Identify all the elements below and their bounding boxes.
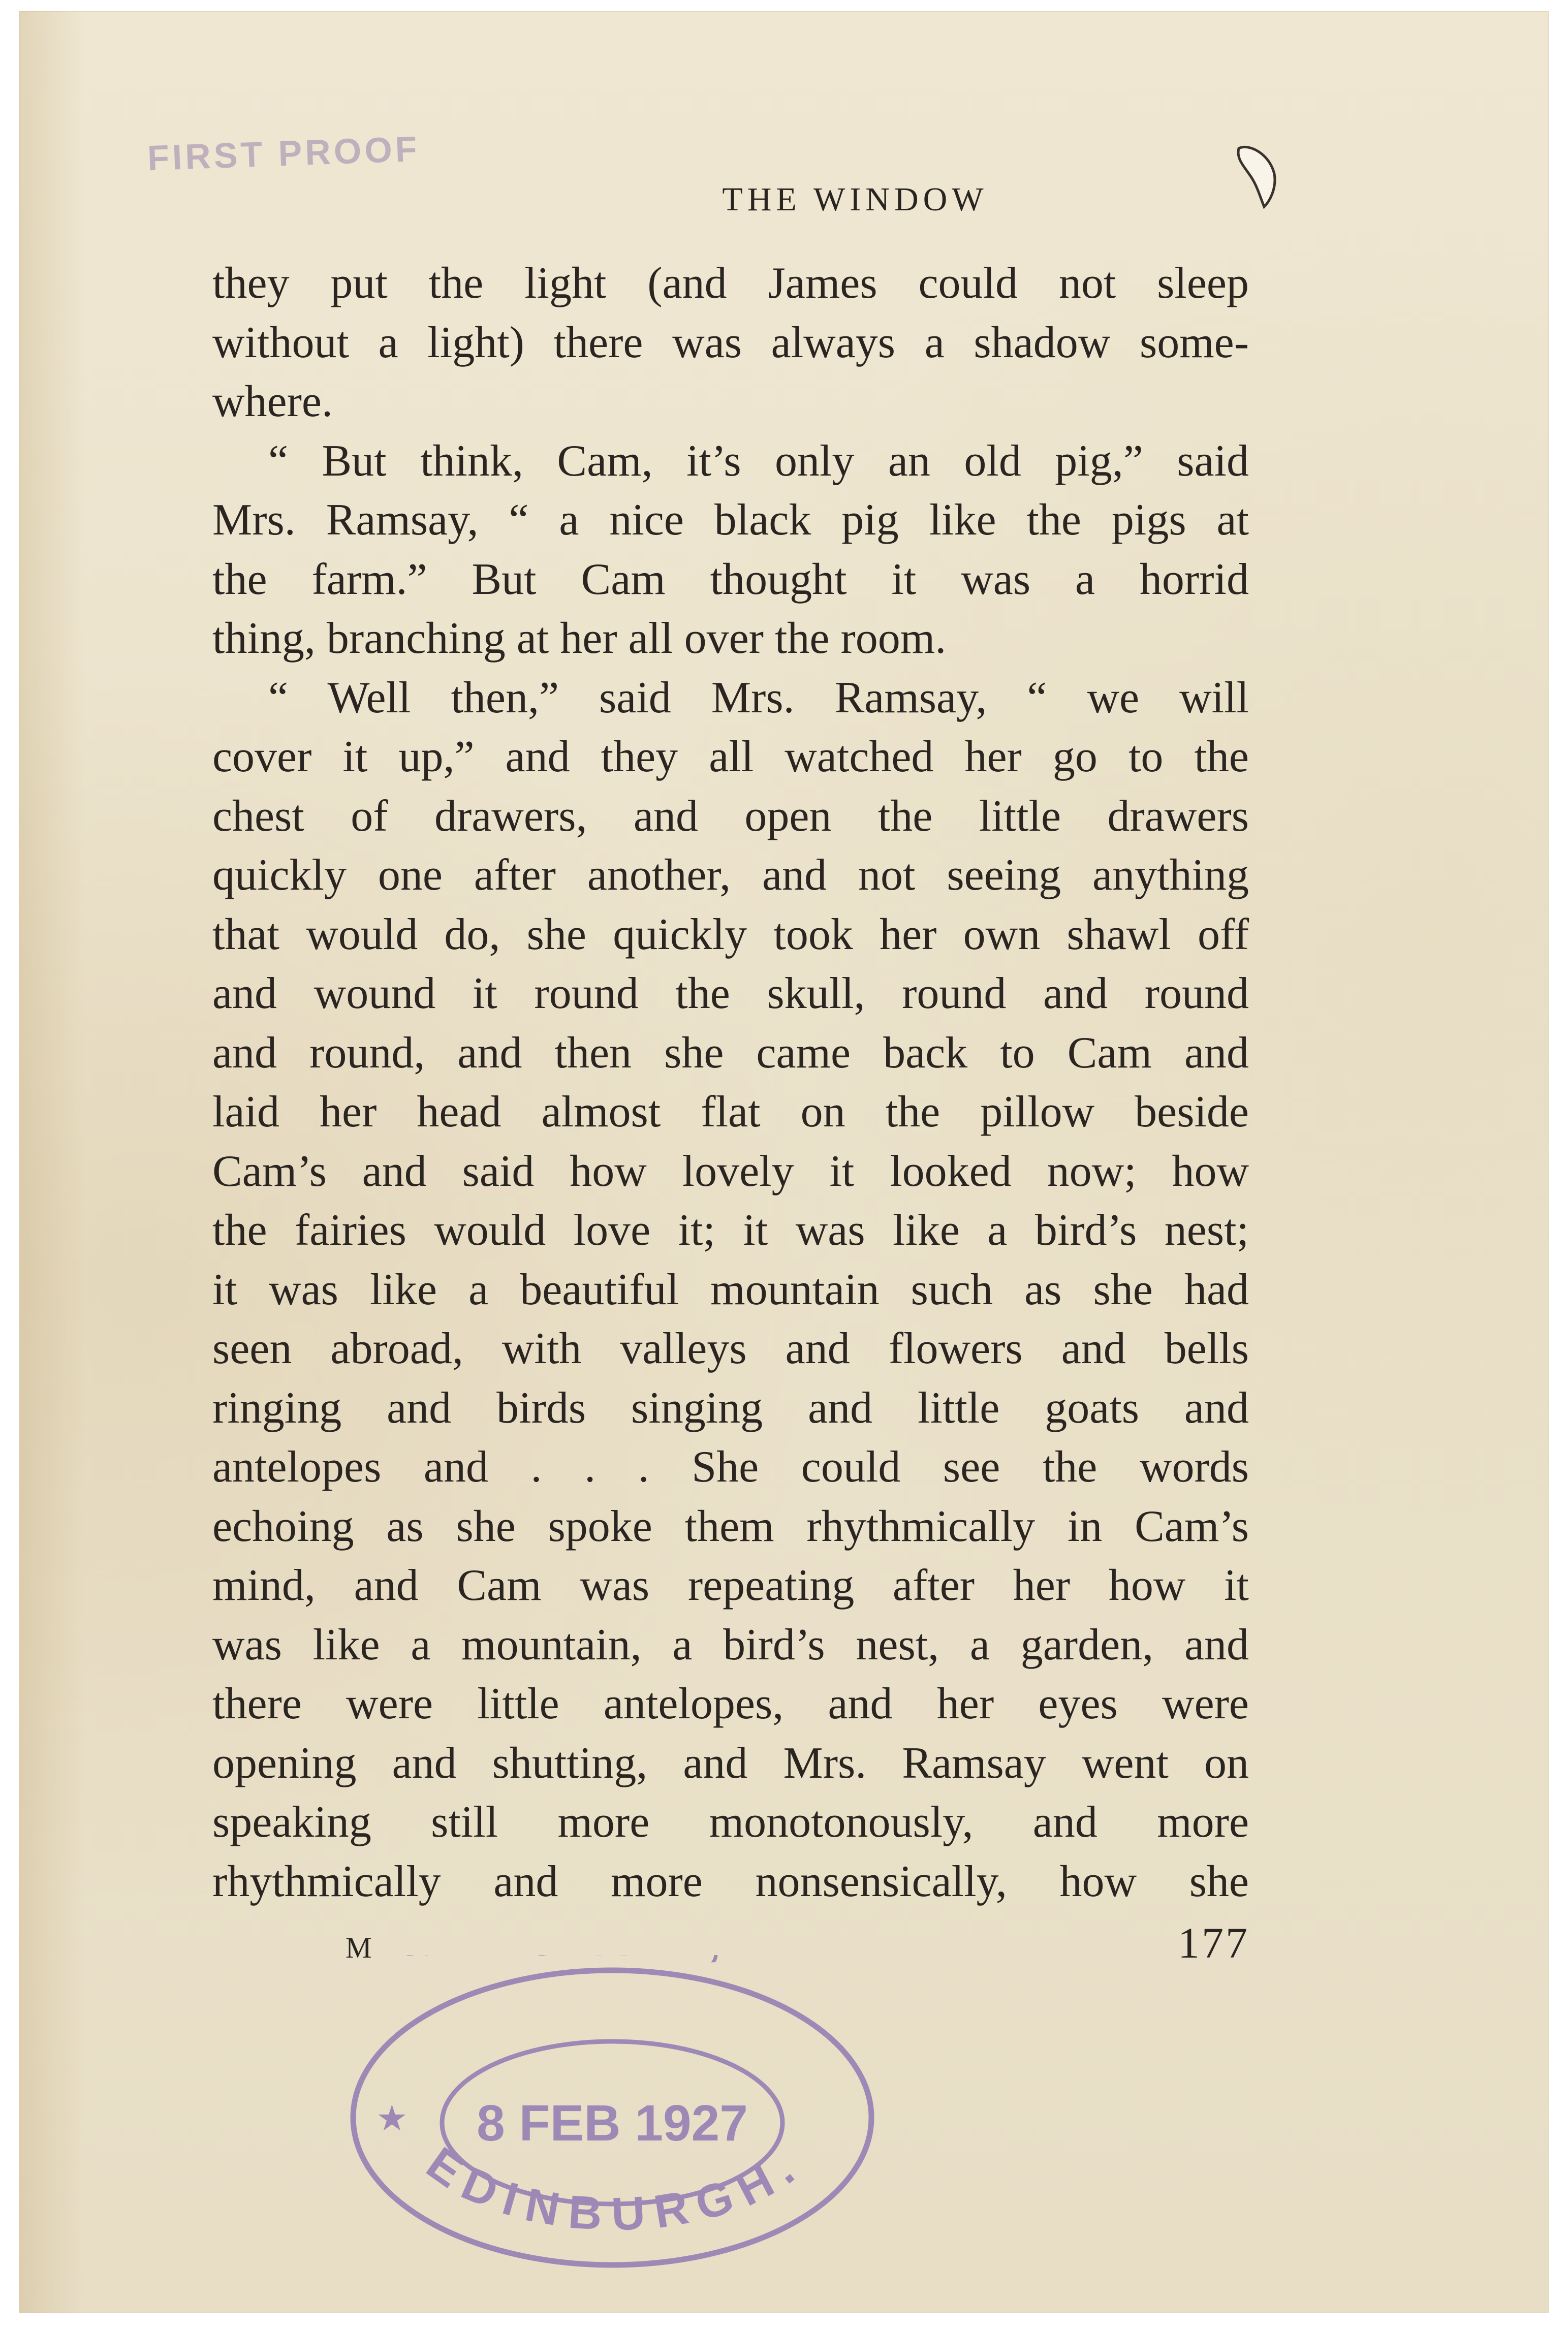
text-line: cover it up,” and they all watched her go to the [212, 732, 1249, 781]
text-line: Cam’s and said how lovely it looked now; how [212, 1146, 1249, 1196]
text-line: chest of drawers, and open the little drawers [212, 791, 1249, 841]
star-icon: ★ [376, 2099, 408, 2138]
text-line: that would do, she quickly took her own shawl off [212, 909, 1249, 959]
text-line: without a light) there was always a shadow some- [212, 318, 1249, 367]
stamp-top-text [325, 1955, 859, 1965]
stamp-bottom-text: EDINBURGH. [417, 2137, 812, 2241]
stamp-date: 8 FEB 1927 [477, 2095, 748, 2152]
text-line: mind, and Cam was repeating after her how it [212, 1561, 1249, 1610]
text-line: they put the light (and James could not sleep [212, 259, 1249, 308]
stamp-graphic [325, 1955, 899, 2270]
text-line: there were little antelopes, and her eyes were [212, 1679, 1249, 1728]
text-line: laid her head almost flat on the pillow beside [212, 1087, 1249, 1137]
text-line: ringing and birds singing and little goats and [212, 1383, 1249, 1433]
text-line: and round, and then she came back to Cam and [212, 1028, 1249, 1078]
text-line: the fairies would love it; it was like a bird’s nest; [212, 1206, 1249, 1255]
text-line: and wound it round the skull, round and round [212, 969, 1249, 1018]
text-line: seen abroad, with valleys and flowers and bells [212, 1324, 1249, 1373]
text-line: the farm.” But Cam thought it was a horrid [212, 554, 1249, 604]
text-line: Mrs. Ramsay, “ a nice black pig like the pigs at [212, 495, 1249, 545]
page-number: 177 [1178, 1918, 1249, 1967]
page-edge-shading [19, 11, 85, 2313]
body-text [212, 254, 1249, 1911]
text-line: antelopes and . . . She could see the words [212, 1442, 1249, 1492]
text-line: it was like a beautiful mountain such as she had [212, 1265, 1249, 1314]
text-line: quickly one after another, and not seeing anything [212, 851, 1249, 900]
running-head: THE WINDOW [722, 181, 988, 218]
first-proof-stamp: FIRST PROOF [146, 129, 421, 178]
text-line: opening and shutting, and Mrs. Ramsay went on [212, 1738, 1249, 1788]
signature-mark: M [346, 1931, 372, 1964]
text-line: where. [212, 377, 333, 426]
text-line: was like a mountain, a bird’s nest, a garden, and [212, 1620, 1249, 1670]
printer-date-stamp [325, 1955, 899, 2270]
text-line: rhythmically and more nonsensically, how she [212, 1856, 1249, 1906]
text-line: speaking still more monotonously, and more [212, 1798, 1249, 1847]
text-line: “ But think, Cam, it’s only an old pig,” said [268, 436, 1249, 486]
text-line: “ Well then,” said Mrs. Ramsay, “ we will [268, 673, 1249, 722]
text-line: echoing as she spoke them rhythmically in Cam’s [212, 1501, 1249, 1551]
text-line: thing, branching at her all over the room. [212, 614, 947, 663]
